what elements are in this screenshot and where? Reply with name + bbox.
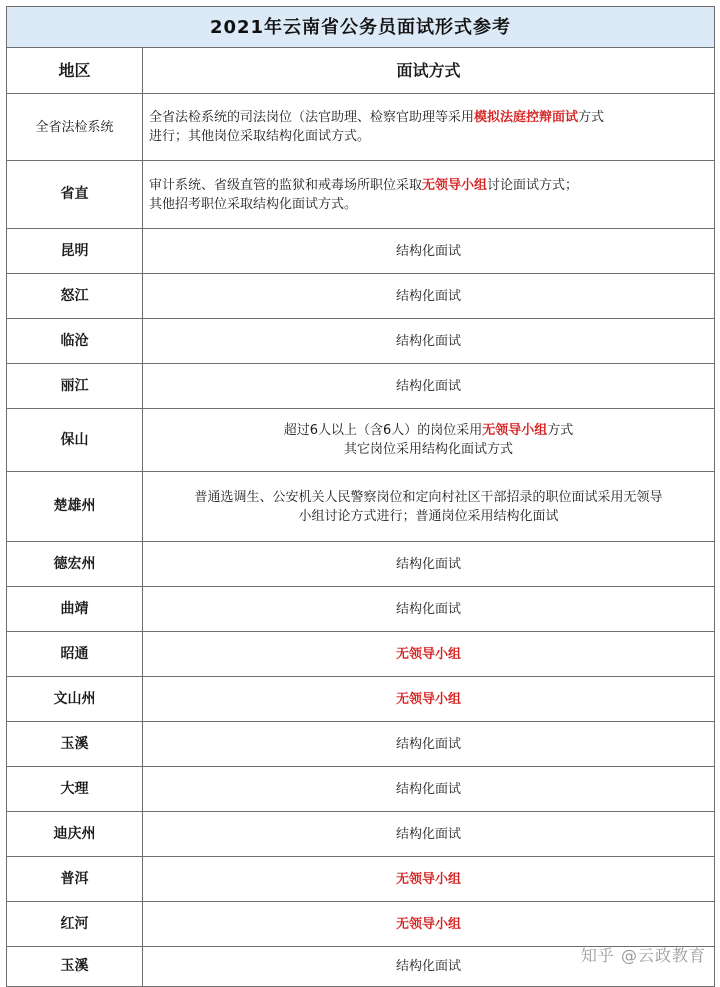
region-cell: 保山 [7, 409, 143, 472]
region-cell: 曲靖 [7, 587, 143, 632]
region-cell: 玉溪 [7, 722, 143, 767]
table-row [7, 767, 715, 812]
method-cell: 无领导小组 [143, 632, 715, 677]
method-text: 方式 [578, 110, 605, 125]
region-cell: 丽江 [7, 364, 143, 409]
table-row [7, 94, 715, 161]
region-cell: 昆明 [7, 229, 143, 274]
region-cell: 全省法检系统 [7, 94, 143, 161]
method-cell: 结构化面试 [143, 767, 715, 812]
table-row [7, 364, 715, 409]
table-row [7, 857, 715, 902]
region-cell: 文山州 [7, 677, 143, 722]
table-row [7, 161, 715, 229]
table-row [7, 472, 715, 542]
method-cell: 结构化面试 [143, 587, 715, 632]
method-highlight: 无领导小组 [482, 423, 548, 438]
interview-format-table-sheet [6, 6, 714, 987]
table-title: 2021年云南省公务员面试形式参考 [7, 7, 715, 48]
method-cell: 结构化面试 [143, 364, 715, 409]
method-text: 讨论面试方式； [487, 177, 579, 193]
method-cell: 结构化面试 [143, 542, 715, 587]
method-cell: 结构化面试 [143, 229, 715, 274]
table-row [7, 319, 715, 364]
method-text: 小组讨论方式进行；普通岗位采用结构化面试 [298, 508, 559, 524]
header-region: 地区 [7, 48, 143, 94]
region-cell: 德宏州 [7, 542, 143, 587]
method-cell: 无领导小组 [143, 902, 715, 947]
method-cell: 结构化面试 [143, 812, 715, 857]
table-row [7, 632, 715, 677]
region-cell: 普洱 [7, 857, 143, 902]
region-cell: 楚雄州 [7, 472, 143, 542]
method-text: 方式 [547, 423, 574, 438]
method-cell: 无领导小组 [143, 677, 715, 722]
header-row [7, 48, 715, 94]
method-cell [143, 409, 715, 472]
watermark: 知乎 @云政教育 [580, 946, 706, 965]
method-highlight: 模拟法庭控辩面试 [474, 110, 579, 125]
method-text: 进行；其他岗位采取结构化面试方式。 [149, 129, 371, 144]
table-row [7, 587, 715, 632]
region-cell: 迪庆州 [7, 812, 143, 857]
table-row [7, 722, 715, 767]
table-row [7, 812, 715, 857]
method-text: 普通选调生、公安机关人民警察岗位和定向村社区干部招录的职位面试采用无领导 [194, 489, 663, 505]
method-cell: 结构化面试 [143, 722, 715, 767]
method-cell [143, 94, 715, 161]
table-row [7, 542, 715, 587]
method-cell [143, 161, 715, 229]
table-row [7, 677, 715, 722]
method-text: 审计系统、省级直管的监狱和戒毒场所职位采取 [149, 177, 423, 193]
region-cell: 临沧 [7, 319, 143, 364]
region-cell: 省直 [7, 161, 143, 229]
table-row [7, 409, 715, 472]
method-highlight: 无领导小组 [422, 177, 488, 193]
table-row [7, 274, 715, 319]
table-row [7, 902, 715, 947]
method-cell: 结构化面试 [143, 319, 715, 364]
method-cell: 无领导小组 [143, 857, 715, 902]
interview-format-table [6, 6, 715, 987]
method-text: 其他招考职位采取结构化面试方式。 [149, 196, 358, 212]
method-text: 超过6人以上（含6人）的岗位采用 [283, 423, 483, 438]
table-row [7, 229, 715, 274]
region-cell: 玉溪 [7, 947, 143, 987]
region-cell: 昭通 [7, 632, 143, 677]
region-cell: 怒江 [7, 274, 143, 319]
method-text: 其它岗位采用结构化面试方式 [344, 442, 514, 457]
region-cell: 红河 [7, 902, 143, 947]
header-method: 面试方式 [143, 48, 715, 94]
method-text: 全省法检系统的司法岗位（法官助理、检察官助理等采用 [149, 110, 475, 125]
method-cell: 结构化面试 [143, 947, 715, 987]
method-cell: 结构化面试 [143, 274, 715, 319]
title-row [7, 7, 715, 48]
method-cell [143, 472, 715, 542]
region-cell: 大理 [7, 767, 143, 812]
